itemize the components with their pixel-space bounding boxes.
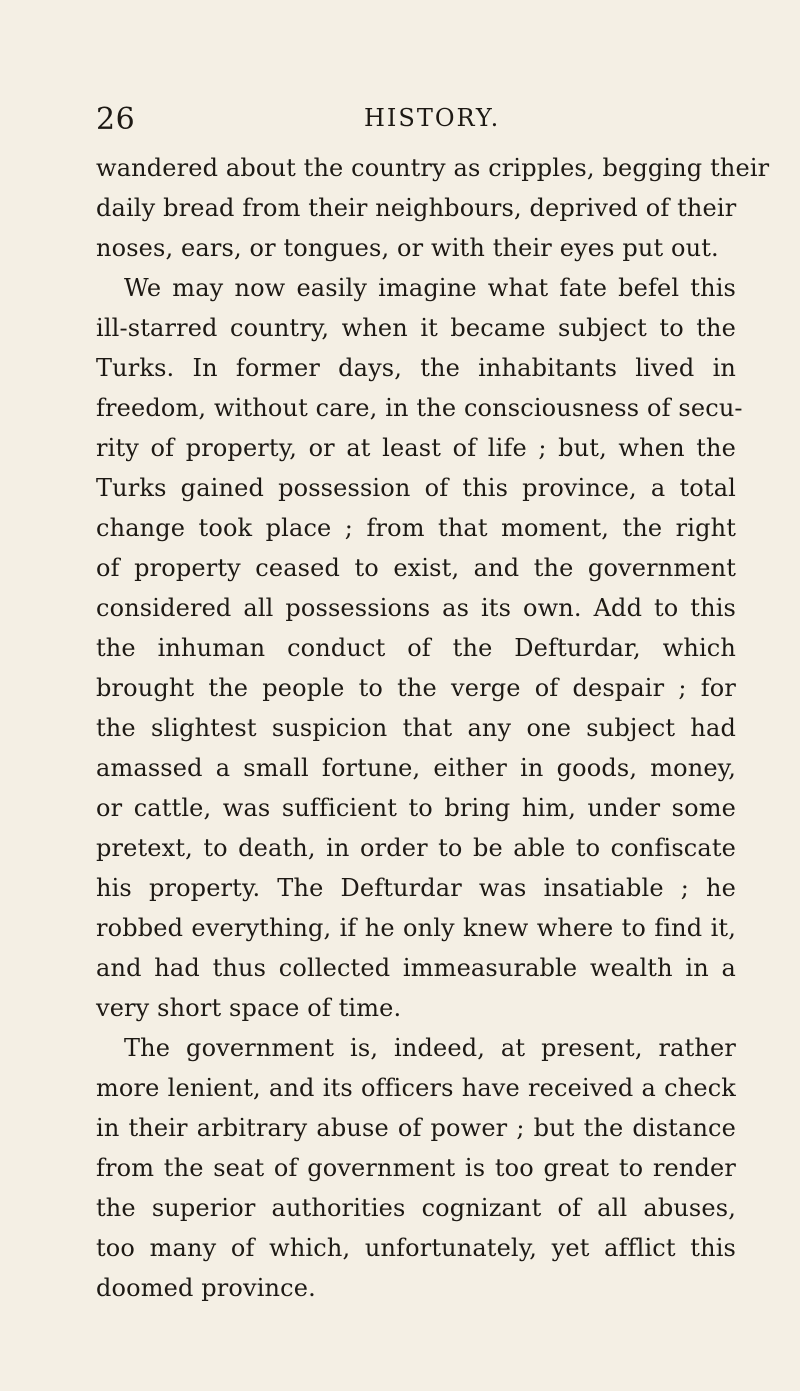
text-line: amassed a small fortune, either in goods, money, — [96, 754, 736, 782]
text-line: his property. The Defturdar was insatiable ; he — [96, 874, 736, 902]
page-number: 26 — [96, 102, 136, 137]
text-line: change took place ; from that moment, the right — [96, 514, 736, 542]
text-line: noses, ears, or tongues, or with their eyes put out. — [96, 234, 719, 262]
text-line: too many of which, unfortunately, yet afflict this — [96, 1234, 736, 1262]
text-line: and had thus collected immeasurable wealth in a — [96, 954, 736, 982]
text-line: robbed everything, if he only knew where to find it, — [96, 914, 736, 942]
text-line: the inhuman conduct of the Defturdar, which — [96, 634, 736, 662]
text-line: considered all possessions as its own. Add to this — [96, 594, 736, 622]
body-text — [96, 148, 770, 1308]
text-line: We may now easily imagine what fate befel this — [124, 274, 736, 302]
text-line: Turks gained possession of this province, a total — [96, 474, 736, 502]
text-line: the slightest suspicion that any one subject had — [96, 714, 736, 742]
text-line: brought the people to the verge of despair ; for — [96, 674, 736, 702]
text-line: from the seat of government is too great to render — [96, 1154, 736, 1182]
text-line: wandered about the country as cripples, begging their — [96, 154, 770, 182]
running-title: HISTORY. — [364, 104, 501, 132]
text-line: freedom, without care, in the consciousness of secu- — [96, 394, 743, 422]
text-line: rity of property, or at least of life ; but, when the — [96, 434, 736, 462]
text-line: The government is, indeed, at present, rather — [124, 1034, 736, 1062]
text-line: of property ceased to exist, and the government — [96, 554, 736, 582]
text-line: very short space of time. — [96, 994, 402, 1022]
text-line: daily bread from their neighbours, deprived of their — [96, 194, 737, 222]
text-line: doomed province. — [96, 1274, 316, 1302]
text-line: or cattle, was sufficient to bring him, under some — [96, 794, 736, 822]
text-line: the superior authorities cognizant of all abuses, — [96, 1194, 736, 1222]
text-line: in their arbitrary abuse of power ; but the distance — [96, 1114, 736, 1142]
text-line: more lenient, and its officers have received a check — [96, 1074, 736, 1102]
text-line: pretext, to death, in order to be able to confiscate — [96, 834, 736, 862]
text-line: Turks. In former days, the inhabitants lived in — [96, 354, 736, 382]
text-line: ill-starred country, when it became subject to the — [96, 314, 736, 342]
running-head — [96, 102, 736, 142]
